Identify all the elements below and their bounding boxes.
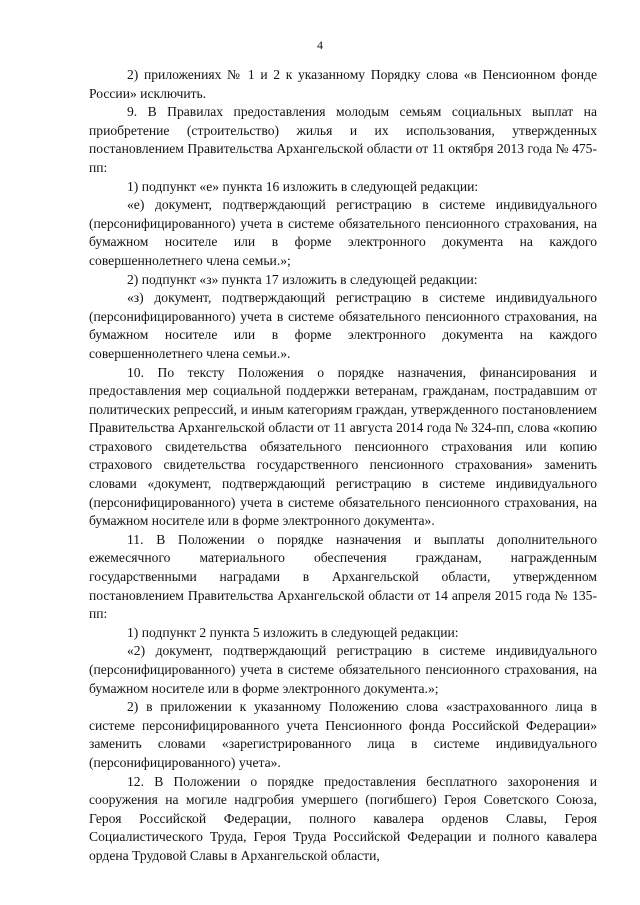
- paragraph-item-11-sub-1-text: «2) документ, подтверждающий регистрацию в системе индивидуального (персонифицированного) учета в системе обязательного пенсионного страхования, на бумажном носителе или в форме электронного документа.»;: [89, 643, 597, 696]
- paragraph-item-9-sub-2-text: «з) документ, подтверждающий регистрацию в системе индивидуального (персонифицированного) учета в системе обязательного пенсионного страхования, на бумажном носителе или в форме электронного документа на каждого совершеннолетнего члена семьи.».: [89, 290, 597, 361]
- paragraph-item-9-sub-1-text: «е) документ, подтверждающий регистрацию в системе индивидуального (персонифицированного) учета в системе обязательного пенсионного страхования, на бумажном носителе или в форме электронного документа на каждого совершеннолетнего члена семьи.»;: [89, 197, 597, 268]
- paragraph-item-9-sub-2: 2) подпункт «з» пункта 17 изложить в следующей редакции:: [127, 271, 478, 287]
- paragraph-item-11-sub-1: 1) подпункт 2 пункта 5 изложить в следующей редакции:: [127, 624, 459, 640]
- paragraph-item-12: 12. В Положении о порядке предоставления бесплатного захоронения и сооружения на могиле надгробия умершего (погибшего) Героя Советского Союза, Героя Российской Федерации, полного кавалера орденов Славы, Героя Социалистического Труда, Героя Труда Российской Федерации и полного кавалера ордена Трудовой Славы в Архангельской области,: [89, 773, 597, 863]
- paragraph-item-11-sub-2: 2) в приложении к указанному Положению слова «застрахованного лица в системе персонифицированного учета Пенсионного фонда Российской Федерации» заменить словами «зарегистрированного лица в системе индивидуального (персонифицированного) учета».: [89, 699, 597, 770]
- paragraph-item-9: 9. В Правилах предоставления молодым семьям социальных выплат на приобретение (строительство) жилья и их использования, утвержденных постановлением Правительства Архангельской области от 11 октября 2013 года № 475-пп:: [89, 104, 597, 175]
- paragraph-2-appendices: 2) приложениях № 1 и 2 к указанному Порядку слова «в Пенсионном фонде России» исключить.: [89, 67, 597, 101]
- document-body: [89, 66, 597, 866]
- paragraph-item-11: 11. В Положении о порядке назначения и выплаты дополнительного ежемесячного материального обеспечения гражданам, награжденным государственными наградами в Архангельской области, утвержденном постановлением Правительства Архангельской области от 14 апреля 2015 года № 135-пп:: [89, 531, 597, 622]
- page-number: 4: [317, 38, 323, 52]
- paragraph-item-10: 10. По тексту Положения о порядке назначения, финансирования и предоставления мер социальной поддержки ветеранам, гражданам, пострадавшим от политических репрессий, и иным категориям граждан, утвержденного постановлением Правительства Архангельской области от 11 августа 2014 года № 324-пп, слова «копию страхового свидетельства обязательного пенсионного страхования или копию страхового свидетельства государственного пенсионного страхования» заменить словами «документ, подтверждающий регистрацию в системе индивидуального (персонифицированного) учета в системе обязательного пенсионного страхования, на бумажном носителе или в форме электронного документа».: [89, 364, 597, 529]
- paragraph-item-9-sub-1: 1) подпункт «е» пункта 16 изложить в следующей редакции:: [127, 178, 479, 194]
